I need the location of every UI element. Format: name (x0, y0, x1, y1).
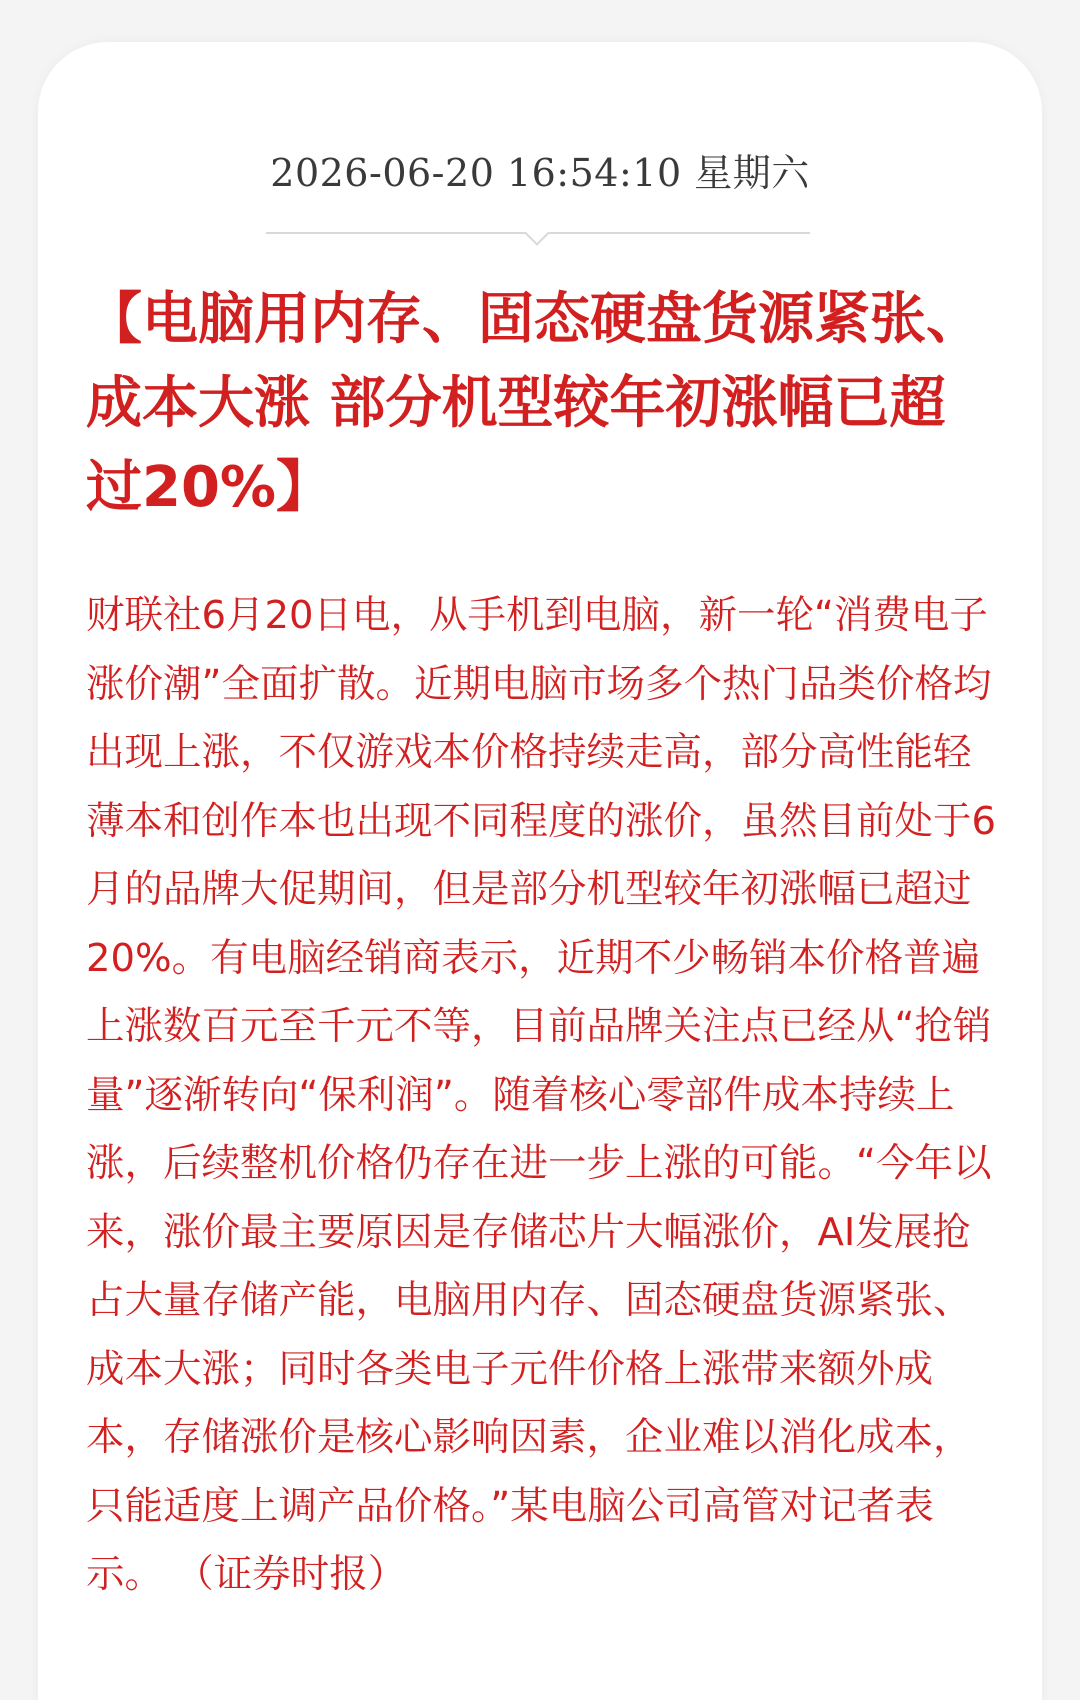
news-card (38, 42, 1042, 1700)
post-timestamp: 2026-06-20 16:54:10 星期六 (270, 151, 810, 195)
news-headline: 【电脑用内存、固态硬盘货源紧张、成本大涨 部分机型较年初涨幅已超过20%】 (86, 287, 982, 520)
divider-pointer-icon (524, 220, 549, 245)
news-body: 财联社6月20日电，从手机到电脑，新一轮“消费电子涨价潮”全面扩散。近期电脑市场多个热门品类价格均出现上涨，不仅游戏本价格持续走高，部分高性能轻薄本和创作本也出现不同程度的涨价，虽然目前处于6月的品牌大促期间，但是部分机型较年初涨幅已超过20%。有电脑经销商表示，近期不少畅销本价格普遍上涨数百元至千元不等，目前品牌关注点已经从“抢销量”逐渐转向“保利润”。随着核心零部件成本持续上涨，后续整机价格仍存在进一步上涨的可能。“今年以来，涨价最主要原因是存储芯片大幅涨价，AI发展抢占大量存储产能，电脑用内存、固态硬盘货源紧张、成本大涨；同时各类电子元件价格上涨带来额外成本，存储涨价是核心影响因素，企业难以消化成本，只能适度上调产品价格。”某电脑公司高管对记者表示。 （证券时报） (86, 593, 996, 1597)
